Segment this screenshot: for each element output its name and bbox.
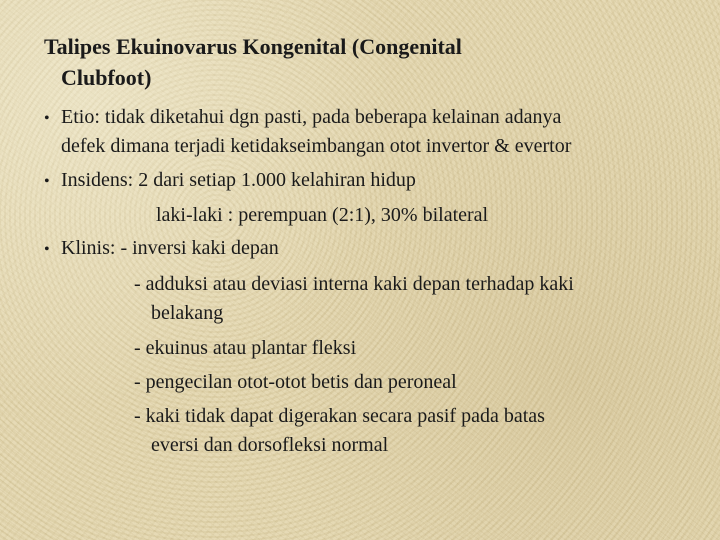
bullet-marker-klinis: • bbox=[44, 241, 50, 258]
klinis-item-4: - pengecilan otot-otot betis dan peroneal bbox=[134, 371, 457, 393]
bullet-marker-insidens: • bbox=[44, 173, 50, 190]
bullet-marker-etio: • bbox=[44, 110, 50, 127]
insidens-line-2: laki-laki : perempuan (2:1), 30% bilateral bbox=[156, 204, 489, 226]
klinis-item-3: - ekuinus atau plantar fleksi bbox=[134, 337, 357, 359]
klinis-line-1: Klinis: - inversi kaki depan bbox=[61, 237, 279, 259]
klinis-item-5-line-1: - kaki tidak dapat digerakan secara pasif pada batas bbox=[134, 405, 545, 427]
etio-line-2: defek dimana terjadi ketidakseimbangan otot invertor & evertor bbox=[61, 135, 572, 157]
klinis-item-5-line-2: eversi dan dorsofleksi normal bbox=[151, 434, 389, 456]
slide-title bbox=[44, 31, 684, 93]
insidens-line-1: Insidens: 2 dari setiap 1.000 kelahiran hidup bbox=[61, 169, 416, 191]
klinis-item-2-line-2: belakang bbox=[151, 302, 224, 324]
etio-line-1: Etio: tidak diketahui dgn pasti, pada beberapa kelainan adanya bbox=[61, 106, 562, 128]
title-line-2: Clubfoot) bbox=[61, 65, 152, 90]
title-line-1: Talipes Ekuinovarus Kongenital (Congenital bbox=[44, 34, 462, 59]
klinis-item-2-line-1: - adduksi atau deviasi interna kaki depan terhadap kaki bbox=[134, 273, 574, 295]
